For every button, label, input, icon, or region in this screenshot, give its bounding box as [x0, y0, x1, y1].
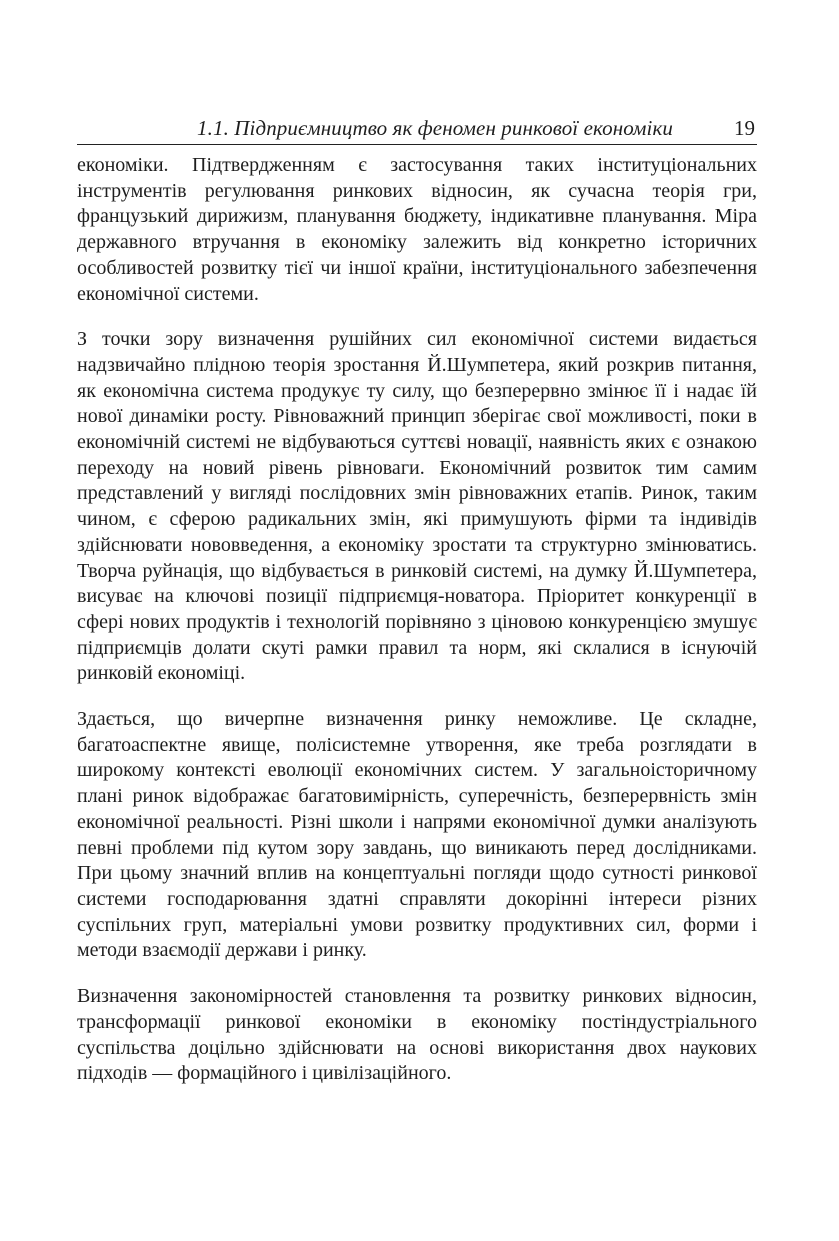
paragraph-2: З точки зору визначення рушійних сил економічної системи видається надзвичайно плідною теорія зростання Й.Шумпетера, який розкрив питання, як економічна система продукує ту силу, що безперервно змінює її і надає їй нової динаміки росту. Рівноважний принцип зберігає свої можливості, поки в економічній системі не відбуваються суттєві новації, наявність яких є ознакою переходу на новий рівень рівноваги. Економічний розвиток тим самим представлений у вигляді послідовних змін рівноважних етапів. Ринок, таким чином, є сферою радикальних змін, які примушують фірми та індивідів здійснювати нововведення, а економіку зростати та структурно змінюватись. Творча руйнація, що відбувається в ринковій системі, на думку Й.Шумпетера, висуває на ключові позиції підприємця-новатора. Пріоритет конкуренції в сфері нових продуктів і технологій порівняно з ціновою конкуренцією змушує підприємців долати скуті рамки правил та норм, які склалися в існуючій ринковій економіці.: [77, 328, 757, 685]
paragraph-3: Здається, що вичерпне визначення ринку неможливе. Це складне, багатоаспектне явище, полісистемне утворення, яке треба розглядати в широкому контексті еволюції економічних систем. У загальноісторичному плані ринок відображає багатовимірність, суперечність, безперервність змін економічної реальності. Різні школи і напрями економічної думки аналізують певні проблеми під кутом зору завдань, що виникають перед дослідниками. При цьому значний вплив на концептуальні погляди щодо сутності ринкової системи господарювання здатні справляти докорінні інтереси різних суспільних груп, матеріальні умови розвитку продуктивних сил, форми і методи взаємодії держави і ринку.: [77, 708, 757, 962]
paragraph-1: економіки. Підтвердженням є застосування таких інституціональних інструментів регулювання ринкових відносин, як сучасна теорія гри, французький дирижизм, планування бюджету, індикативне планування. Міра державного втручання в економіку залежить від конкретно історичних особливостей розвитку тієї чи іншої країни, інституціонального забезпечення економічної системи.: [77, 154, 757, 305]
paragraph-4: Визначення закономірностей становлення та розвитку ринкових відносин, трансформації ринкової економіки в економіку постіндустріального суспільства доцільно здійснювати на основі використання двох наукових підходів — формаційного і цивілізаційного.: [77, 985, 757, 1085]
running-title: 1.1. Підприємництво як феномен ринкової економіки: [197, 116, 673, 140]
page-number: 19: [734, 116, 755, 140]
body-text: [77, 153, 757, 1087]
book-page: [77, 112, 757, 1087]
running-header: [77, 112, 757, 145]
